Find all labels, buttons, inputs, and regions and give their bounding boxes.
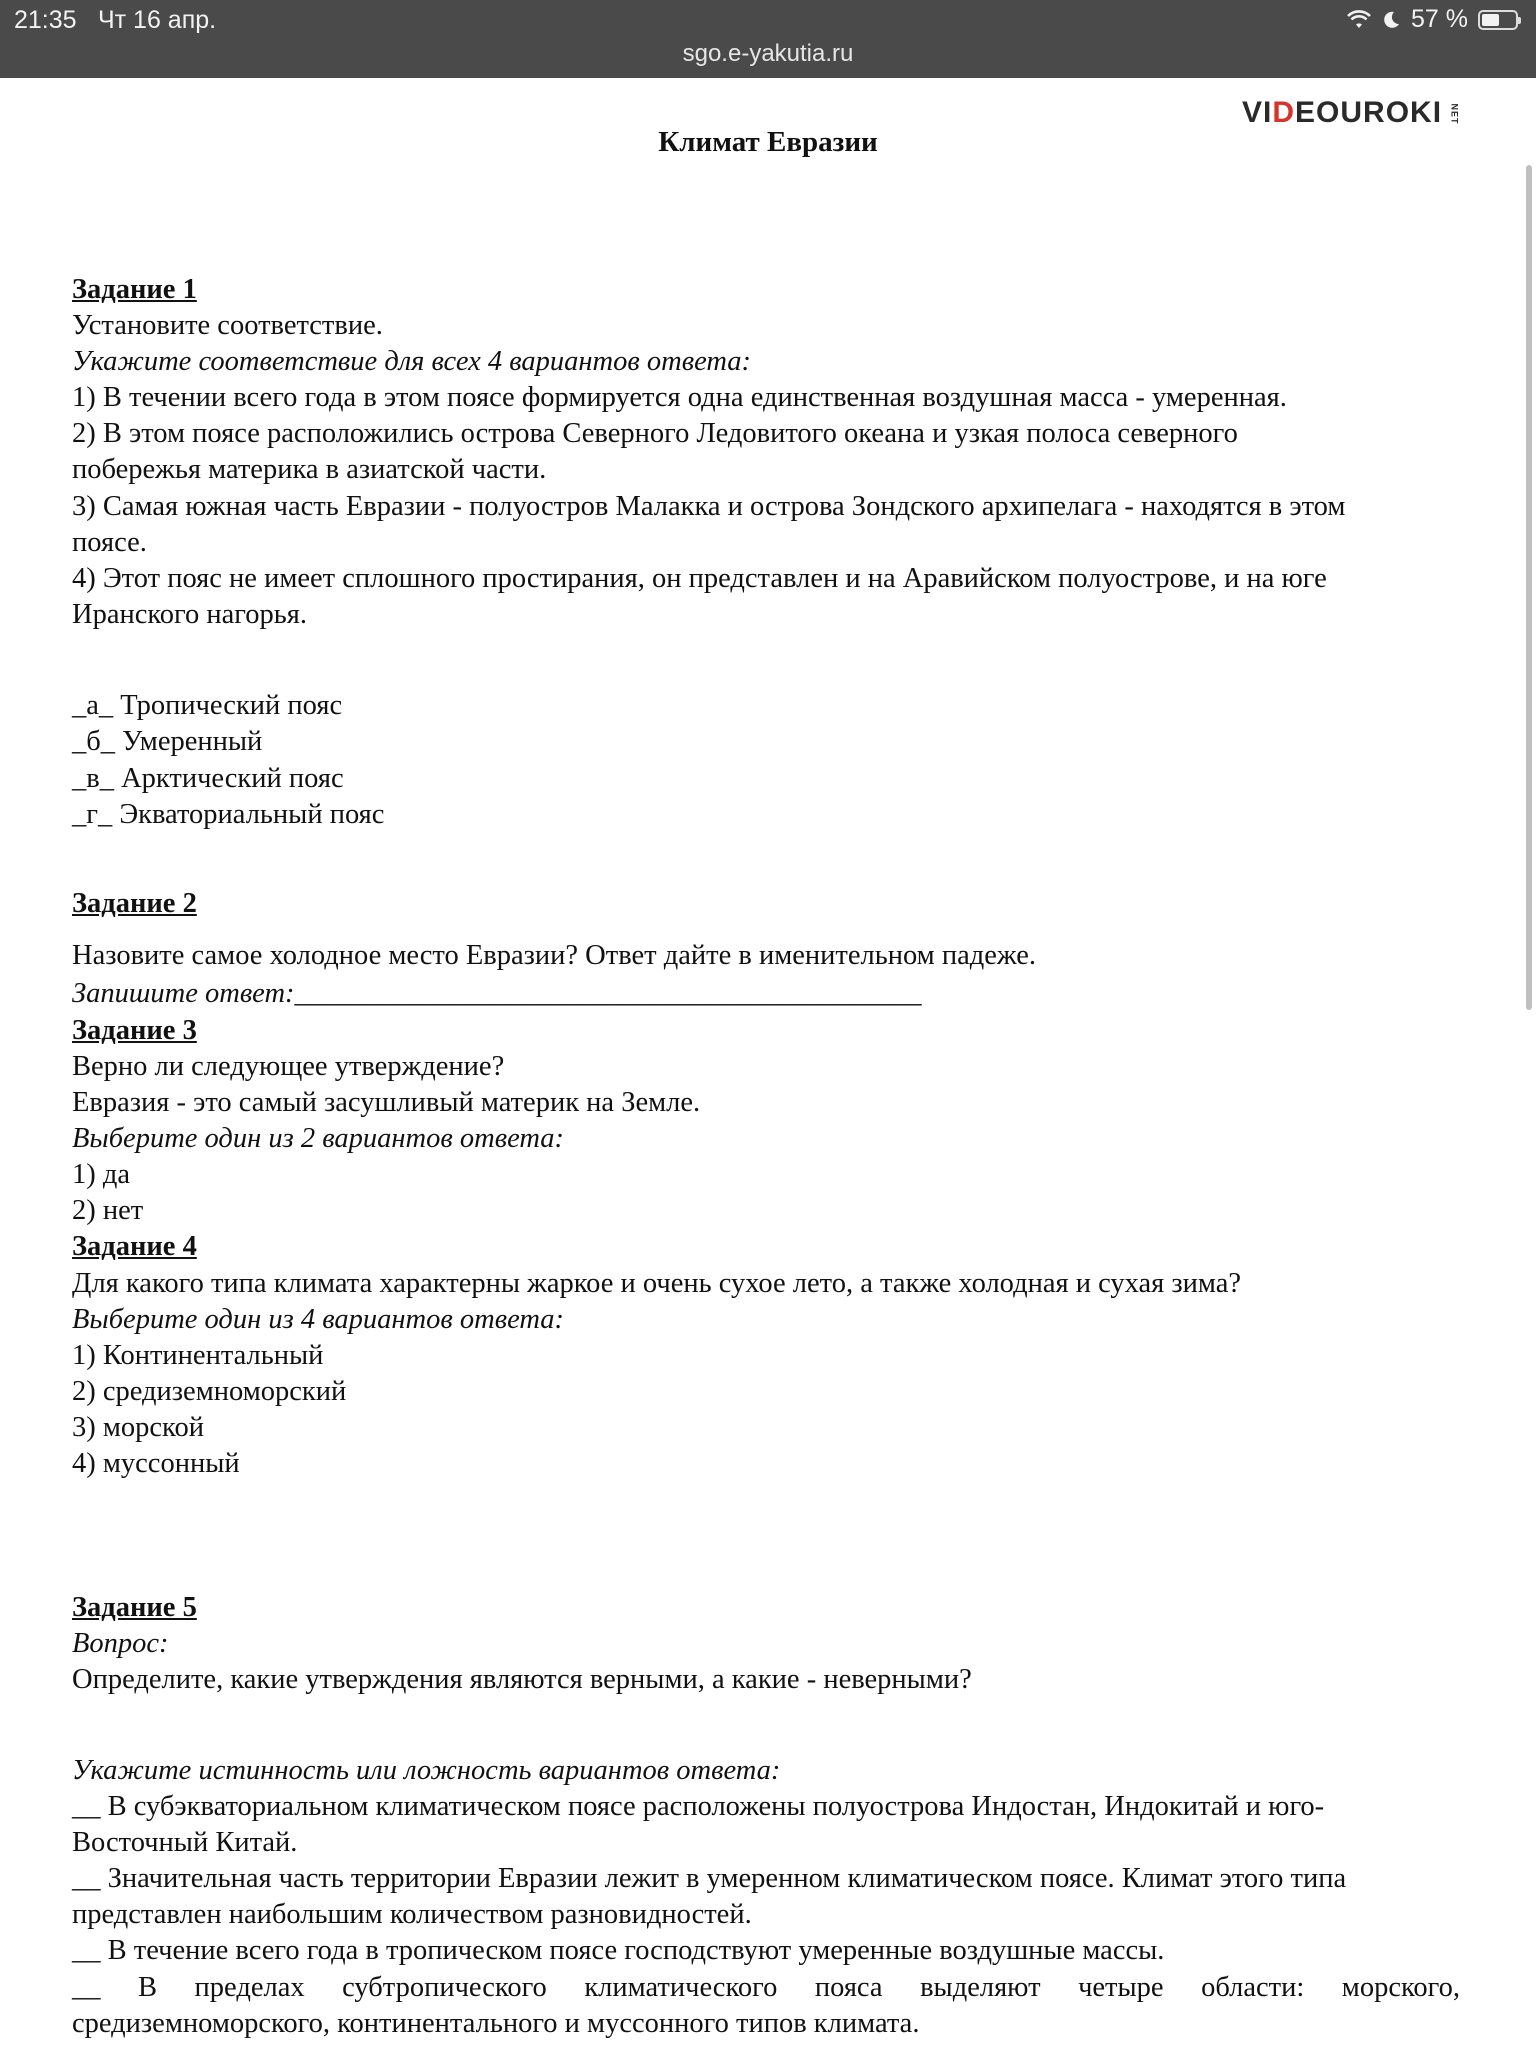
- task3-instruction: Выберите один из 2 вариантов ответа:: [72, 1123, 565, 1154]
- task2-heading: Задание 2: [72, 888, 197, 919]
- task1-item: 1) В течении всего года в этом поясе формируется одна единственная воздушная масса - умеренная.: [72, 382, 1287, 413]
- scrollbar[interactable]: [1526, 165, 1532, 1010]
- task4-option[interactable]: 1) Континентальный: [72, 1340, 324, 1371]
- task5-instruction: Укажите истинность или ложность вариантов ответа:: [72, 1755, 781, 1786]
- task3-heading: Задание 3: [72, 1015, 197, 1046]
- task2-answer-row: [72, 976, 922, 1012]
- task1-heading: Задание 1: [72, 274, 197, 305]
- address-url[interactable]: sgo.e-yakutia.ru: [682, 40, 854, 67]
- task1-item: 3) Самая южная часть Евразии - полуостров Малакка и острова Зондского архипелага - находятся в этом: [72, 491, 1346, 522]
- task5-prompt: Определите, какие утверждения являются верными, а какие - неверными?: [72, 1664, 972, 1695]
- status-indicators: [1347, 5, 1518, 34]
- task5-question-label: Вопрос:: [72, 1628, 169, 1659]
- task5-statement: __ Значительная часть территории Евразии лежит в умеренном климатическом поясе. Климат этого типа: [72, 1863, 1347, 1894]
- task2-instruction: Запишите ответ:: [72, 978, 295, 1009]
- task5-heading: Задание 5: [72, 1592, 197, 1623]
- battery-percent: 57 %: [1411, 5, 1468, 33]
- task1-item: 2) В этом поясе расположились острова Северного Ледовитого океана и узкая полоса северного: [72, 418, 1238, 449]
- task1-option: _б_ Умеренный: [72, 726, 263, 757]
- moon-icon: [1381, 10, 1401, 30]
- task1-item: поясе.: [72, 527, 147, 558]
- task4-option[interactable]: 4) муссонный: [72, 1448, 240, 1479]
- task1-prompt: Установите соответствие.: [72, 310, 383, 341]
- status-date: Чт 16 апр.: [98, 6, 217, 34]
- task1-instruction: Укажите соответствие для всех 4 вариантов ответа:: [72, 346, 752, 377]
- task2-prompt: Назовите самое холодное место Евразии? Ответ дайте в именительном падеже.: [72, 940, 1036, 971]
- task2-answer-blank[interactable]: ____________________________________________: [294, 978, 922, 1009]
- status-time: 21:35: [14, 6, 77, 34]
- task3-statement: Евразия - это самый засушливый материк на Земле.: [72, 1087, 701, 1118]
- task1-option: _г_ Экваториальный пояс: [72, 799, 385, 830]
- task4-prompt: Для какого типа климата характерны жаркое и очень сухое лето, а также холодная и сухая зима?: [72, 1268, 1242, 1299]
- videouroki-logo: VIDEOUROKI NET: [1242, 96, 1460, 129]
- wifi-icon: [1347, 10, 1371, 30]
- task5-statement: представлен наибольшим количеством разновидностей.: [72, 1899, 752, 1930]
- task4-heading: Задание 4: [72, 1231, 197, 1262]
- task5-statement: Восточный Китай.: [72, 1827, 298, 1858]
- task5-statement: средиземноморского, континентального и муссонного типов климата.: [72, 2008, 920, 2039]
- task5-statement: __ В пределах субтропического климатического пояса выделяют четыре области: морского,: [72, 1972, 1460, 2003]
- page-title: Климат Евразии: [658, 126, 878, 158]
- task3-option[interactable]: 1) да: [72, 1159, 131, 1190]
- task4-option[interactable]: 3) морской: [72, 1412, 204, 1443]
- task1-option: _в_ Арктический пояс: [72, 763, 344, 794]
- task1-item: Иранского нагорья.: [72, 599, 307, 630]
- task3-prompt: Верно ли следующее утверждение?: [72, 1051, 505, 1082]
- battery-icon: [1478, 10, 1518, 30]
- task5-statement: __ В субэкваториальном климатическом поясе расположены полуострова Индостан, Индокитай и юго-: [72, 1791, 1325, 1822]
- task1-item: 4) Этот пояс не имеет сплошного простирания, он представлен и на Аравийском полуострове, и на юге: [72, 563, 1327, 594]
- status-bar: [0, 0, 1536, 78]
- task1-option: _а_ Тропический пояс: [72, 690, 343, 721]
- task5-statement: __ В течение всего года в тропическом поясе господствуют умеренные воздушные массы.: [72, 1935, 1165, 1966]
- task3-option[interactable]: 2) нет: [72, 1195, 144, 1226]
- task4-option[interactable]: 2) средиземноморский: [72, 1376, 347, 1407]
- task4-instruction: Выберите один из 4 вариантов ответа:: [72, 1304, 565, 1335]
- task1-item: побережья материка в азиатской части.: [72, 454, 547, 485]
- battery-level: [1482, 14, 1499, 26]
